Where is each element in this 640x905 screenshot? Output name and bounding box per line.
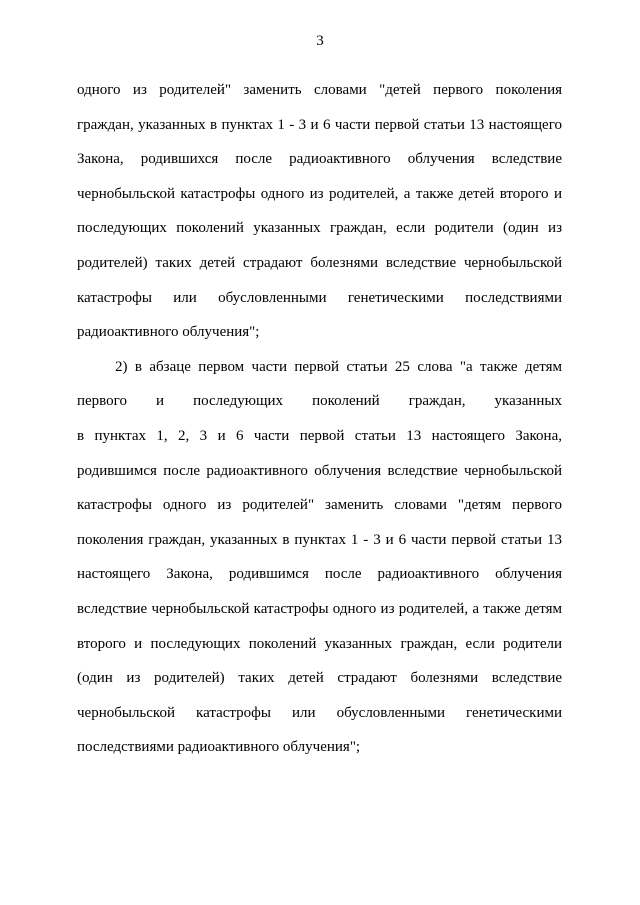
- text-line: одного из родителей" заменить словами "детей первого поколения: [77, 82, 562, 98]
- paragraph: [77, 73, 562, 350]
- text-line: вследствие чернобыльской катастрофы одного из родителей, а также детям: [77, 600, 562, 617]
- text-line: граждан, указанных в пунктах 1 - 3 и 6 части первой статьи 13 настоящего: [77, 116, 562, 133]
- text-line: катастрофы или обусловленными генетическими последствиями: [77, 289, 562, 306]
- text-line: второго и последующих поколений указанных граждан, если родители: [77, 635, 562, 652]
- text-line: последствиями радиоактивного облучения";: [77, 739, 361, 756]
- page-number: 3: [316, 33, 324, 49]
- text-line: 2) в абзаце первом части первой статьи 25 слова "а также детям: [115, 358, 562, 375]
- text-line: родившимся после радиоактивного облучения вследствие чернобыльской: [77, 462, 562, 479]
- text-line: в пунктах 1, 2, 3 и 6 части первой статьи 13 настоящего Закона,: [77, 427, 562, 444]
- text-line: поколения граждан, указанных в пунктах 1 - 3 и 6 части первой статьи 13: [77, 531, 562, 548]
- text-line: Закона, родившихся после радиоактивного облучения вследствие: [77, 151, 562, 168]
- text-line: последующих поколений указанных граждан, если родители (один из: [77, 220, 562, 237]
- text-line: радиоактивного облучения";: [77, 324, 260, 341]
- paragraph: [77, 350, 562, 765]
- text-line: чернобыльской катастрофы одного из родителей, а также детей второго и: [77, 185, 562, 202]
- text-line: первого и последующих поколений граждан, указанных: [77, 393, 562, 410]
- text-line: родителей) таких детей страдают болезнями вследствие чернобыльской: [77, 254, 562, 271]
- text-line: настоящего Закона, родившимся после радиоактивного облучения: [77, 566, 562, 583]
- text-line: катастрофы одного из родителей" заменить словами "детям первого: [77, 497, 562, 514]
- text-line: чернобыльской катастрофы или обусловленными генетическими: [77, 704, 562, 721]
- document-body: [77, 73, 562, 765]
- text-line: (один из родителей) таких детей страдают болезнями вследствие: [77, 670, 562, 687]
